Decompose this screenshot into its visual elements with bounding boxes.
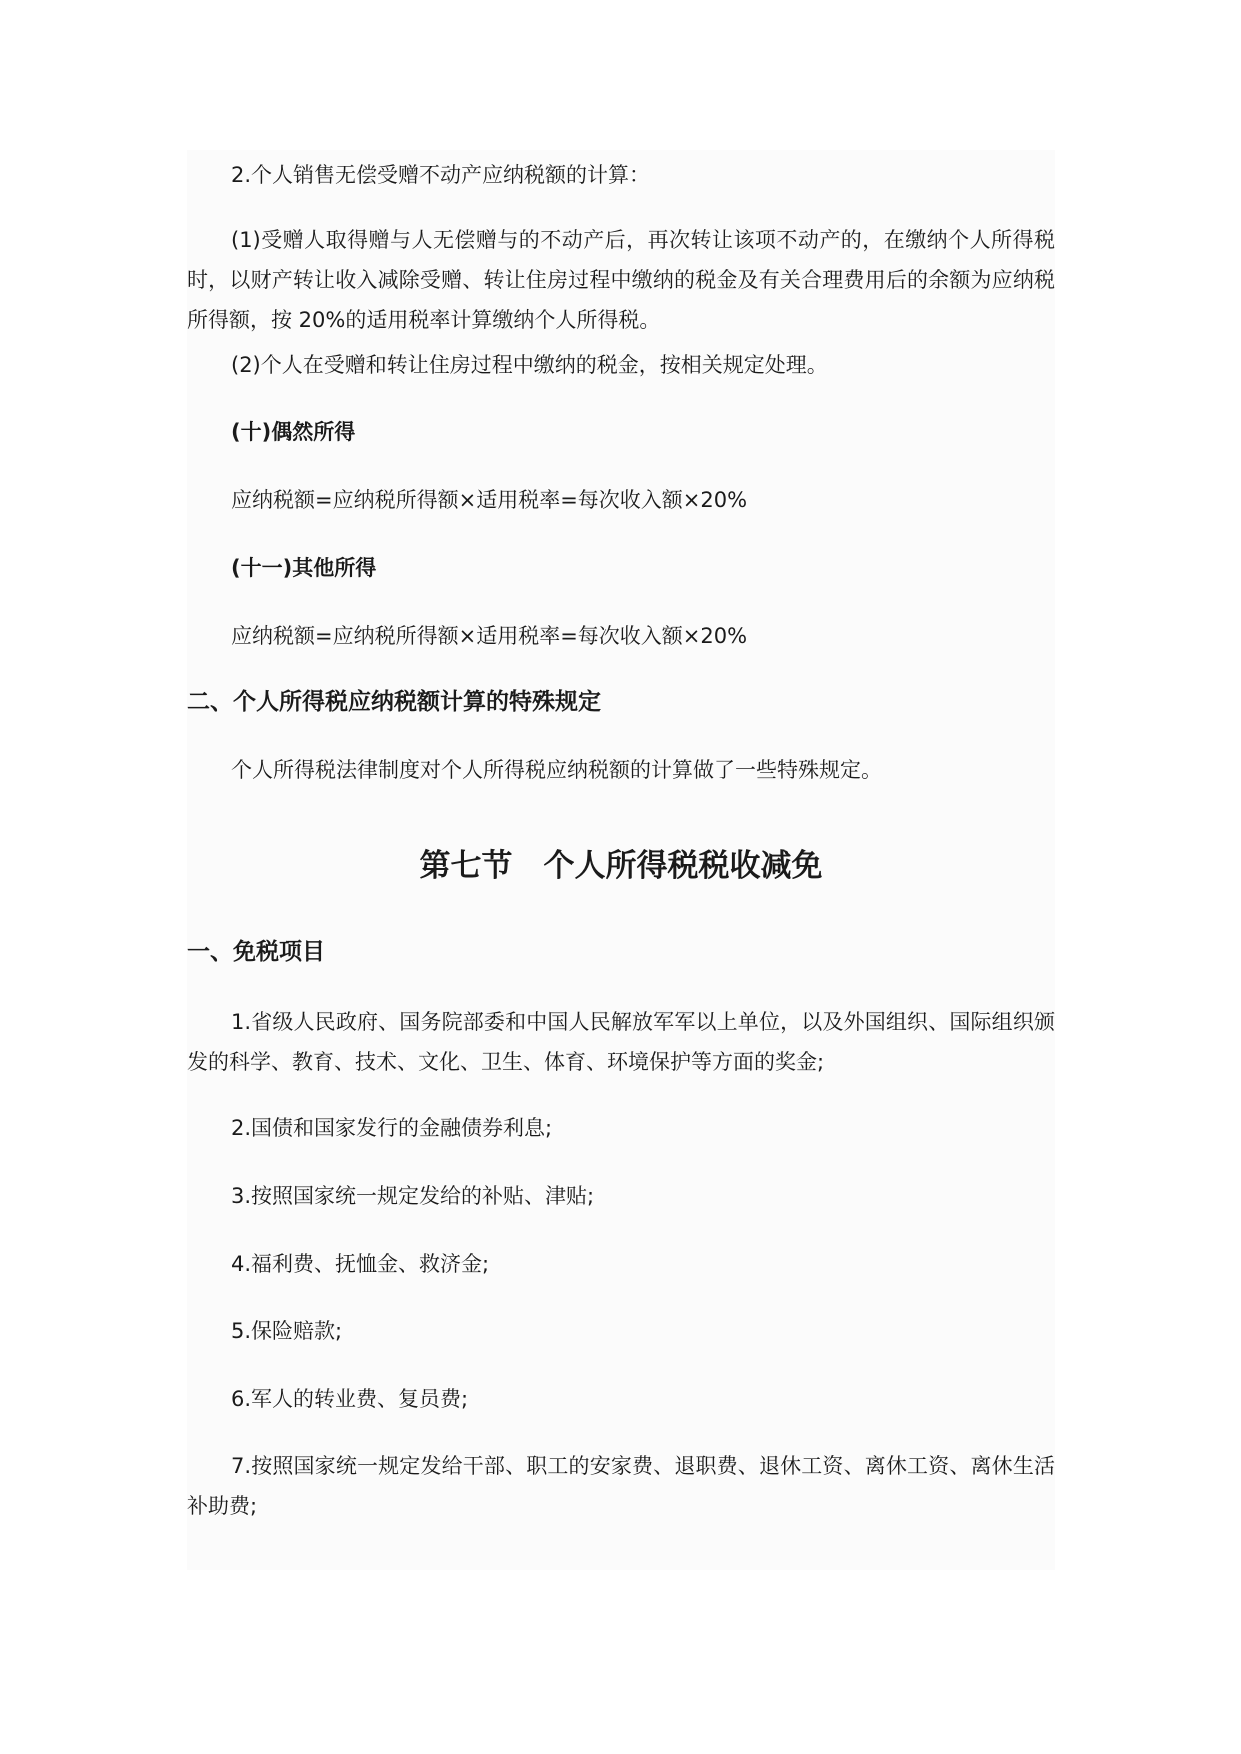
heading-exempt-items: 一、免税项目 xyxy=(187,939,325,965)
formula-incidental-income: 应纳税额=应纳税所得额×适用税率=每次收入额×20% xyxy=(231,488,748,512)
exempt-item-6: 6.军人的转业费、复员费; xyxy=(231,1387,469,1411)
item-2-sale-of-gifted-property: 2.个人销售无偿受赠不动产应纳税额的计算： xyxy=(231,163,651,187)
paragraph-1-recipient-transfer: (1)受赠人取得赠与人无偿赠与的不动产后，再次转让该项不动产的，在缴纳个人所得税时，以财产转让收入减除受赠、转让住房过程中缴纳的税金及有关合理费用后的余额为应纳税所得额，按 20%的适用税率计算缴纳个人所得税。 xyxy=(187,228,1055,332)
section-title-tax-relief: 第七节 个人所得税税收减免 xyxy=(419,848,823,884)
document-page xyxy=(187,150,1055,1570)
paragraph-special-provisions: 个人所得税法律制度对个人所得税应纳税额的计算做了一些特殊规定。 xyxy=(231,758,882,782)
exempt-item-4: 4.福利费、抚恤金、救济金; xyxy=(231,1252,490,1276)
subheading-other-income: (十一)其他所得 xyxy=(231,556,377,580)
exempt-item-2: 2.国债和国家发行的金融债券利息; xyxy=(231,1116,553,1140)
paragraph-2-taxes-paid: (2)个人在受赠和转让住房过程中缴纳的税金，按相关规定处理。 xyxy=(231,353,828,377)
exempt-item-7: 7.按照国家统一规定发给干部、职工的安家费、退职费、退休工资、离休工资、离休生活补助费; xyxy=(187,1454,1055,1518)
exempt-item-1: 1.省级人民政府、国务院部委和中国人民解放军军以上单位，以及外国组织、国际组织颁发的科学、教育、技术、文化、卫生、体育、环境保护等方面的奖金; xyxy=(187,1010,1055,1074)
heading-special-provisions: 二、个人所得税应纳税额计算的特殊规定 xyxy=(187,689,601,715)
subheading-incidental-income: (十)偶然所得 xyxy=(231,420,356,444)
exempt-item-3: 3.按照国家统一规定发给的补贴、津贴; xyxy=(231,1184,595,1208)
exempt-item-5: 5.保险赔款; xyxy=(231,1319,343,1343)
formula-other-income: 应纳税额=应纳税所得额×适用税率=每次收入额×20% xyxy=(231,624,748,648)
